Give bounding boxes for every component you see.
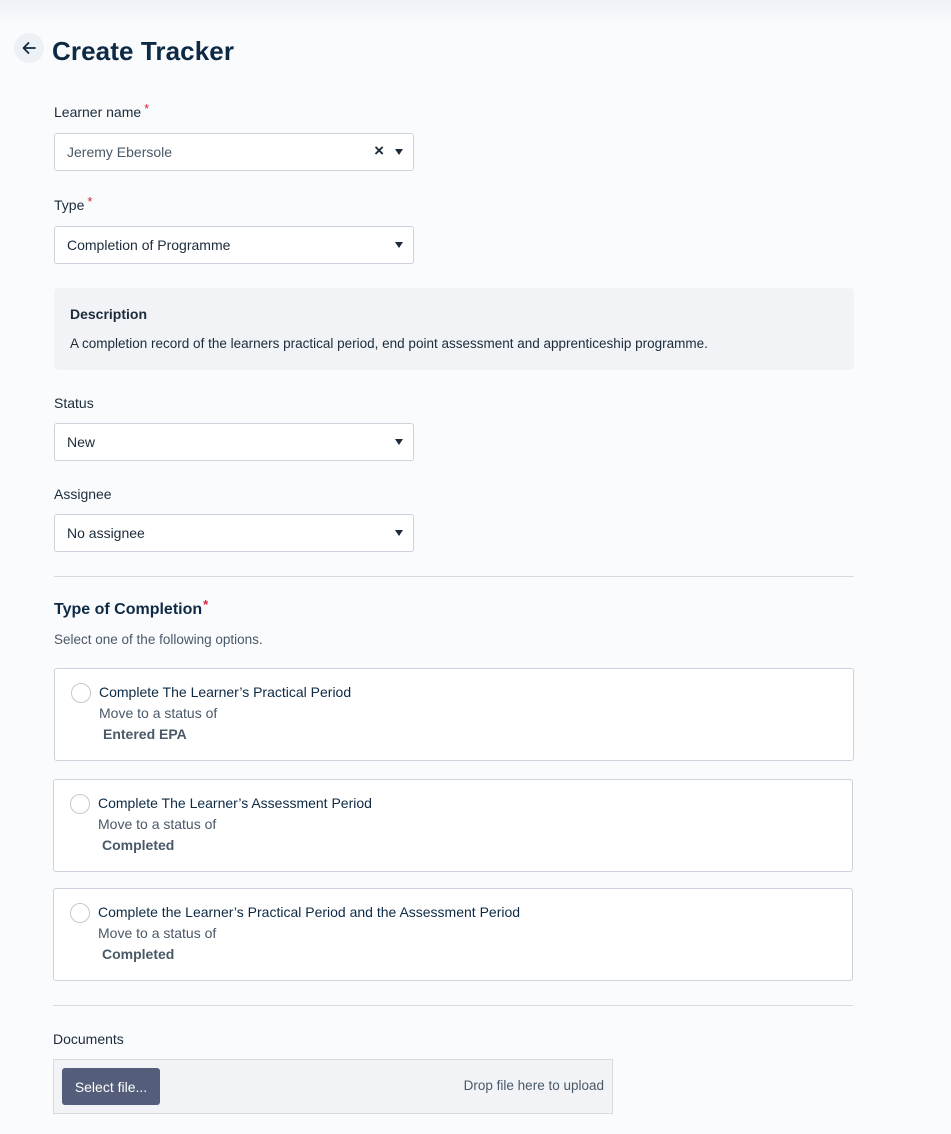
option-title: Complete the Learner’s Practical Period and the Assessment Period [98, 904, 521, 920]
description-text: A completion record of the learners practical period, end point assessment and apprenticeship programme. [70, 336, 708, 351]
assignee-label: Assignee [54, 486, 112, 502]
chevron-down-icon[interactable] [395, 530, 403, 536]
chevron-down-icon[interactable] [395, 149, 403, 155]
option-move-text: Move to a status of [98, 816, 217, 832]
required-mark: * [87, 194, 93, 209]
assignee-value: No assignee [67, 525, 145, 541]
description-panel [54, 288, 854, 370]
option-status: Entered EPA [103, 726, 187, 742]
completion-option-both[interactable] [53, 888, 853, 981]
chevron-down-icon[interactable] [395, 242, 403, 248]
documents-label: Documents [53, 1031, 124, 1047]
assignee-select[interactable] [54, 514, 414, 552]
status-value: New [67, 434, 96, 450]
drop-hint: Drop file here to upload [463, 1078, 604, 1093]
page-title: Create Tracker [52, 36, 235, 66]
option-title: Complete The Learner’s Practical Period [99, 684, 352, 700]
completion-title: Type of Completion* [54, 597, 209, 618]
learner-name-value: Jeremy Ebersole [67, 144, 173, 160]
radio-button[interactable] [71, 683, 91, 703]
learner-name-select[interactable] [54, 133, 414, 171]
completion-option-assessment[interactable] [53, 779, 853, 872]
status-label: Status [54, 395, 94, 411]
option-status: Completed [102, 837, 175, 853]
file-upload-dropzone[interactable] [53, 1059, 613, 1114]
back-button[interactable] [14, 33, 44, 63]
type-select[interactable] [54, 226, 414, 264]
radio-button[interactable] [70, 794, 90, 814]
clear-icon[interactable]: × [374, 141, 384, 160]
required-mark: * [144, 101, 150, 116]
chevron-down-icon[interactable] [395, 439, 403, 445]
radio-button[interactable] [70, 903, 90, 923]
required-mark: * [203, 597, 209, 612]
option-move-text: Move to a status of [99, 705, 218, 721]
option-move-text: Move to a status of [98, 925, 217, 941]
completion-subtitle: Select one of the following options. [54, 632, 263, 647]
learner-name-label: Learner name * [54, 101, 150, 120]
divider [54, 576, 854, 577]
divider [53, 1005, 853, 1006]
type-label: Type * [54, 194, 93, 213]
type-value: Completion of Programme [67, 237, 231, 253]
arrow-left-icon [21, 40, 37, 56]
status-select[interactable] [54, 423, 414, 461]
option-title: Complete The Learner’s Assessment Period [98, 795, 372, 811]
select-file-button[interactable]: Select file... [62, 1068, 160, 1105]
top-shade [0, 0, 951, 26]
completion-option-practical[interactable] [54, 668, 854, 761]
option-status: Completed [102, 946, 175, 962]
description-title: Description [70, 306, 148, 322]
